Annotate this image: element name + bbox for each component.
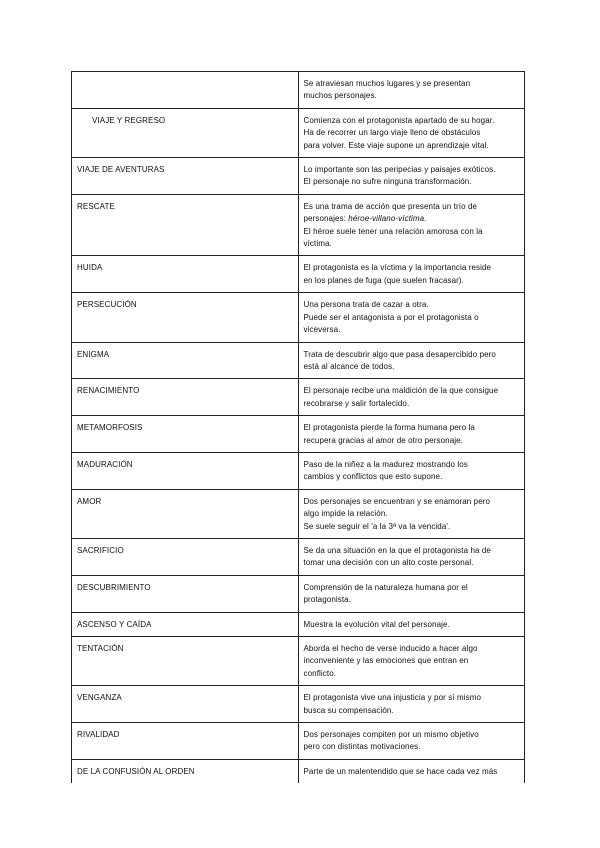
table-row bbox=[72, 194, 525, 256]
description-line: Puede ser el antagonista a por el protagonista o bbox=[303, 312, 479, 322]
plot-name-cell: HUIDA bbox=[72, 256, 299, 293]
plot-name-cell: VENGANZA bbox=[72, 686, 299, 723]
plot-name-cell: DE LA CONFUSIÓN AL ORDEN bbox=[72, 759, 299, 783]
description-line: Muestra la evolución vital del personaje. bbox=[303, 619, 450, 629]
description-line: recupera gracias al amor de otro personaje. bbox=[303, 435, 463, 445]
description-line: algo impide la relación. bbox=[303, 509, 388, 519]
table-row bbox=[72, 452, 525, 489]
description-line: recobrarse y salir fortalecido. bbox=[303, 398, 410, 408]
description-line: Ha de recorrer un largo viaje lleno de obstáculos bbox=[303, 128, 481, 138]
description-line: pero con distintas motivaciones. bbox=[303, 742, 421, 752]
plot-description-cell bbox=[298, 293, 525, 342]
table-row bbox=[72, 489, 525, 538]
description-line: Aborda el hecho de verse inducido a hacer algo bbox=[303, 644, 478, 653]
plot-description-cell bbox=[298, 538, 525, 575]
plot-name-cell: METAMORFOSIS bbox=[72, 416, 299, 453]
description-line: conflicto. bbox=[303, 668, 337, 678]
plot-description-cell bbox=[298, 158, 525, 195]
plot-name-cell: TENTACIÓN bbox=[72, 637, 299, 686]
plot-name-cell: VIAJE Y REGRESO bbox=[72, 108, 299, 157]
plot-name-cell bbox=[72, 72, 299, 109]
description-line: Dos personajes se encuentran y se enamoran pero bbox=[303, 496, 491, 506]
plot-description-cell bbox=[298, 342, 525, 379]
description-line: El protagonista vive una injusticia y por sí mismo bbox=[303, 693, 482, 703]
plot-description-cell bbox=[298, 723, 525, 760]
table-row bbox=[72, 637, 525, 686]
description-line: El protagonista es la víctima y la importancia reside bbox=[303, 263, 492, 273]
italic-term: héroe-villano-víctima. bbox=[348, 214, 427, 224]
plot-description-cell bbox=[298, 637, 525, 686]
table-row bbox=[72, 108, 525, 157]
plot-name-cell: ASCENSO Y CAÍDA bbox=[72, 612, 299, 636]
description-line: Dos personajes compiten por un mismo objetivo bbox=[303, 730, 479, 740]
table-row bbox=[72, 759, 525, 783]
plot-name-cell: VIAJE DE AVENTURAS bbox=[72, 158, 299, 195]
description-line: Es una trama de acción que presenta un trío de bbox=[303, 201, 478, 211]
plot-description-cell bbox=[298, 256, 525, 293]
plot-types-table bbox=[71, 71, 525, 783]
description-line: Se atraviesan muchos lugares y se presentan bbox=[303, 79, 471, 88]
plot-description-cell bbox=[298, 759, 525, 783]
plot-name-cell: MADURACIÓN bbox=[72, 452, 299, 489]
plot-description-cell bbox=[298, 416, 525, 453]
plot-name-cell: DESCUBRIMIENTO bbox=[72, 575, 299, 612]
description-line: protagonista. bbox=[303, 595, 352, 605]
description-line: viceversa. bbox=[303, 325, 341, 335]
plot-description-cell bbox=[298, 379, 525, 416]
plot-description-cell bbox=[298, 489, 525, 538]
description-line: Una persona trata de cazar a otra. bbox=[303, 300, 429, 310]
table-row bbox=[72, 342, 525, 379]
plot-description-cell bbox=[298, 686, 525, 723]
table-row bbox=[72, 158, 525, 195]
description-line: muchos personajes. bbox=[303, 91, 377, 101]
table-row bbox=[72, 575, 525, 612]
description-line: Lo importante son las peripecias y paisajes exóticos. bbox=[303, 165, 496, 175]
plot-description-cell bbox=[298, 194, 525, 256]
description-text: personajes: bbox=[303, 214, 349, 224]
description-line: El protagonista pierde la forma humana pero la bbox=[303, 423, 475, 433]
plot-name-cell: AMOR bbox=[72, 489, 299, 538]
description-line bbox=[304, 213, 520, 225]
table-row bbox=[72, 723, 525, 760]
plot-name-cell: RESCATE bbox=[72, 194, 299, 256]
description-line: en los planes de fuga (que suelen fracasar). bbox=[303, 275, 464, 285]
description-line: El personaje no sufre ninguna transformación. bbox=[303, 177, 472, 187]
table-row bbox=[72, 612, 525, 636]
plot-name-cell: SACRIFICIO bbox=[72, 538, 299, 575]
description-line: tomar una decisión con un alto coste personal. bbox=[303, 558, 474, 568]
description-line: cambios y conflictos que esto supone. bbox=[303, 472, 443, 482]
plot-description-cell bbox=[298, 72, 525, 109]
description-line: Parte de un malentendido que se hace cada vez más bbox=[303, 766, 498, 776]
plot-name-cell: ENIGMA bbox=[72, 342, 299, 379]
table-row bbox=[72, 686, 525, 723]
table-row bbox=[72, 379, 525, 416]
description-line: El héroe suele tener una relación amorosa con la bbox=[303, 226, 483, 236]
plot-name-cell: RENACIMIENTO bbox=[72, 379, 299, 416]
description-line: está al alcance de todos. bbox=[303, 361, 395, 371]
description-line: busca su compensación. bbox=[303, 705, 394, 715]
description-line: Comienza con el protagonista apartado de su hogar. bbox=[303, 115, 495, 125]
plot-name-cell: RIVALIDAD bbox=[72, 723, 299, 760]
plot-name-cell: PERSECUCIÓN bbox=[72, 293, 299, 342]
plot-description-cell bbox=[298, 108, 525, 157]
description-line: Comprensión de la naturaleza humana por el bbox=[303, 582, 468, 592]
description-line: inconveniente y las emociones que entran en bbox=[303, 656, 469, 666]
description-line: víctima. bbox=[303, 239, 332, 249]
description-line: Se da una situación en la que el protagonista ha de bbox=[303, 545, 491, 555]
description-line: para volver. Este viaje supone un aprendizaje vital. bbox=[303, 140, 489, 150]
description-line: El personaje recibe una maldición de la que consigue bbox=[303, 386, 499, 396]
table-row bbox=[72, 293, 525, 342]
table-row bbox=[72, 416, 525, 453]
plot-description-cell bbox=[298, 575, 525, 612]
description-line: Se suele seguir el 'a la 3ª va la vencida'. bbox=[303, 521, 451, 531]
plot-description-cell bbox=[298, 452, 525, 489]
table-row bbox=[72, 256, 525, 293]
description-line: Trata de descubrir algo que pasa desapercibido pero bbox=[303, 349, 496, 359]
table-row bbox=[72, 72, 525, 109]
plot-description-cell bbox=[298, 612, 525, 636]
description-line: Paso de la niñez a la madurez mostrando los bbox=[303, 459, 468, 469]
table-row bbox=[72, 538, 525, 575]
